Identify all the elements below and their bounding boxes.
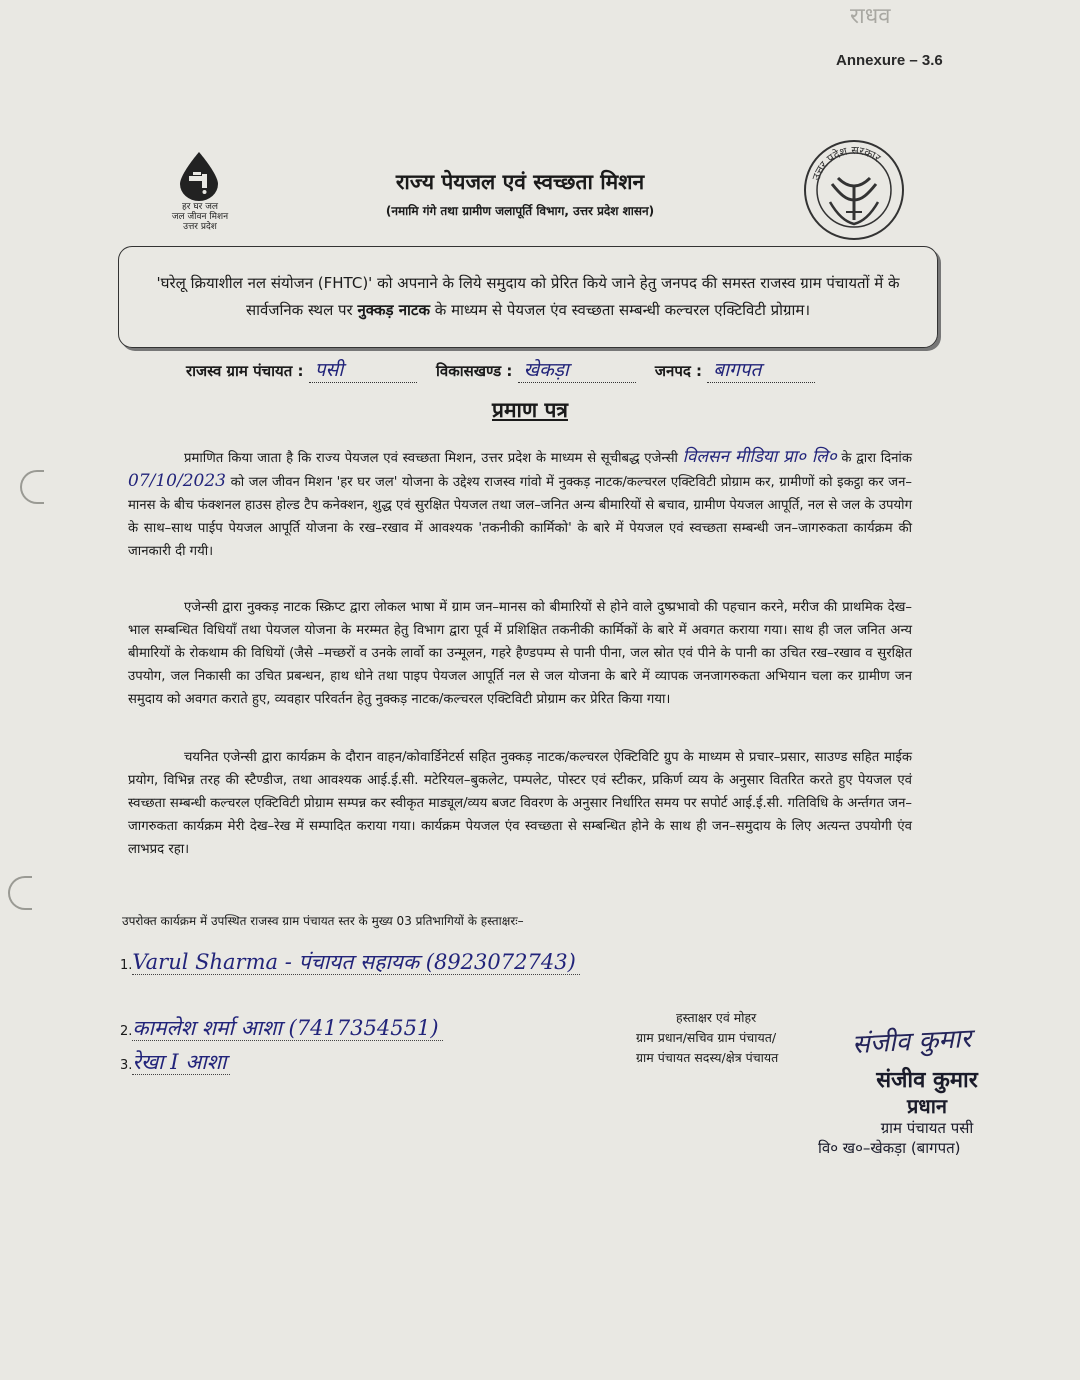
paragraph-3-text: चयनित एजेन्सी द्वारा कार्यक्रम के दौरान वाहन/कोवार्डिनेटर्स सहित नुक्कड़ नाटक/कल्चरल ऐक्टिविटि ग्रुप के माध्यम से प्रचार–प्रसार, साउण्ड सहित माईक प्रयोग, विभिन्न तरह की स्टैण्डीज, तथा आवश्यक आई.ई.सी. मटेरियल–बुकलेट, पम्पलेट, पोस्टर एवं स्टीकर, प्रकिर्ण व्यय के अनुसार वितरित करते हुए पेयजल एवं स्वच्छता सम्बन्धी कल्चरल एक्टिविटी प्रोग्राम सम्पन्न कर स्वीकृत माड्यूल/व्यय बजट विवरण के अनुसार निर्धारित समय पर सपोर्ट आई.ई.सी. गतिविधि के अर्न्तगत जन–जागरुकता कार्यक्रम मेरी देख–रेख में सम्पादित कराया गया। कार्यक्रम पेयजल एंव स्वच्छता से सम्बन्धित होने के साथ ही जन–समुदाय के लिए अत्यन्त उपयोगी एंव लाभप्रद रहा। bbox=[128, 750, 912, 857]
signature-3-number: 3. bbox=[120, 1058, 133, 1073]
paragraph-1-text-c: को जल जीवन मिशन 'हर घर जल' योजना के उद्देश्य राजस्व गांवो में नुक्कड़ नाटक/कल्चरल एक्टिविटी प्रोग्राम कर, ग्रामीणों को इकट्ठा कर जन–मानस के बीच फंक्शनल हाउस होल्ड टैप कनेक्शन, शुद्ध एवं सुरक्षित पेयजल तथा जल–जनित अन्य बीमारियों से बचाव, ग्रामीण पेयजल आपूर्ति, नल से जल के उपयोग के साथ–साथ पाईप पेयजल आपूर्ति योजना के रख–रखाव में आवश्यक 'तकनीकी कार्मिको' के बारे में पेयजल एवं स्वच्छता सम्बन्धी जन–जागरुकता कार्यक्रम की जानकारी दी गयी। bbox=[128, 475, 912, 559]
signatory-note bbox=[636, 1008, 856, 1068]
stamp-designation: प्रधान bbox=[907, 1094, 947, 1118]
stamp-name: संजीव कुमार bbox=[876, 1068, 978, 1093]
logo-text-1: हर घर जल bbox=[182, 202, 218, 212]
stamp-gram-panchayat: ग्राम पंचायत पसी bbox=[880, 1119, 974, 1137]
signature-2-number: 2. bbox=[120, 1024, 133, 1039]
punch-hole-mark bbox=[20, 470, 44, 504]
signatory-line-2: ग्राम प्रधान/सचिव ग्राम पंचायत/ bbox=[636, 1030, 777, 1045]
certificate-title: प्रमाण पत्र bbox=[492, 398, 568, 422]
signature-3-handwritten: रेखा I आशा bbox=[132, 1050, 230, 1075]
gram-panchayat-value: पसी bbox=[309, 356, 417, 383]
block-value: खेकड़ा bbox=[518, 356, 636, 383]
district-label: जनपद : bbox=[654, 362, 703, 380]
participant-signature-3 bbox=[120, 1048, 230, 1076]
logo-text-3: उत्तर प्रदेश bbox=[183, 222, 217, 232]
punch-hole-mark bbox=[8, 876, 32, 910]
pradhan-stamp bbox=[812, 1068, 1042, 1158]
location-fields bbox=[186, 356, 926, 383]
mission-subtitle: (नमामि गंगे तथा ग्रामीण जलापूर्ति विभाग, उत्तर प्रदेश शासन) bbox=[385, 204, 655, 218]
paragraph-2 bbox=[128, 596, 912, 711]
paragraph-1-text-b: के द्वारा दिनांक bbox=[836, 451, 912, 466]
block-label: विकासखण्ड : bbox=[435, 362, 513, 380]
signature-1-handwritten: Varul Sharma - पंचायत सहायक (8923072743) bbox=[132, 950, 579, 975]
paragraph-3 bbox=[128, 746, 912, 861]
date-handwritten: 07/10/2023 bbox=[128, 471, 226, 491]
pradhan-handwritten-signature: संजीव कुमार bbox=[851, 1023, 973, 1061]
signatory-line-3: ग्राम पंचायत सदस्य/क्षेत्र पंचायत bbox=[636, 1050, 779, 1065]
participant-signature-2 bbox=[120, 1014, 443, 1042]
paragraph-1-text-a: प्रमाणित किया जाता है कि राज्य पेयजल एवं स्वच्छता मिशन, उत्तर प्रदेश के माध्यम से सूचीबद्ध एजेन्सी bbox=[184, 451, 683, 466]
program-description-box bbox=[118, 246, 938, 348]
stamp-block: वि० ख०–खेकड़ा (बागपत) bbox=[818, 1139, 961, 1157]
program-text-bold: नुक्कड़ नाटक bbox=[357, 301, 431, 319]
signature-2-handwritten: कामलेश शर्मा आशा (7417354551) bbox=[132, 1016, 442, 1041]
signatory-line-1: हस्ताक्षर एवं मोहर bbox=[676, 1010, 757, 1025]
water-drop-tap-icon bbox=[176, 150, 222, 202]
paragraph-1 bbox=[128, 446, 912, 563]
participants-intro: उपरोक्त कार्यक्रम में उपस्थित राजस्व ग्राम पंचायत स्तर के मुख्य 03 प्रतिभागियों के हस्ताक्षरः– bbox=[122, 914, 524, 928]
jal-jeevan-mission-logo bbox=[160, 150, 240, 240]
svg-text:उत्तर प्रदेश सरकार bbox=[810, 144, 884, 182]
corner-note: राधव bbox=[850, 4, 891, 29]
logo-text-2: जल जीवन मिशन bbox=[171, 212, 229, 222]
agency-name-handwritten: विलसन मीडिया प्रा० लि० bbox=[682, 447, 837, 467]
program-text-2: के माध्यम से पेयजल एंव स्वच्छता सम्बन्धी कल्चरल एक्टिविटी प्रोग्राम। bbox=[430, 301, 811, 319]
paragraph-2-text: एजेन्सी द्वारा नुक्कड़ नाटक स्क्रिप्ट द्वारा लोकल भाषा में ग्राम जन–मानस को बीमारियों से होने वाले दुष्प्रभावो की पहचान करने, मरीज की प्राथमिक देख–भाल सम्बन्धित विधियाँ तथा पेयजल योजना के मरम्मत हेतु विभाग द्वारा पूर्व में प्रशिक्षित तकनीकी कार्मिकों के बारे में अवगत कराया गया। साथ ही जल जनित अन्य बीमारियों के रोकथाम की विधियों (जैसे –मच्छरों व उनके लार्वो का उन्मूलन, गहरे हैण्डपम्प से पानी पीना, जल स्रोत एवं पीने के पानी का उचित रख–रखाव व सुरक्षित उपयोग, जल निकासी का उचित प्रबन्धन, हाथ धोने तथा पाइप पेयजल आपूर्ति नल से जल योजना के बारे में व्यापक जनजागरुकता अभियान चला कर ग्रामीण जन समुदाय को अवगत कराते हुए, व्यवहार परिवर्तन हेतु नुक्कड़ नाटक/कल्चरल एक्टिविटी प्रोग्राम कर प्रेरित किया गया। bbox=[128, 600, 912, 707]
annexure-label: Annexure – 3.6 bbox=[836, 52, 943, 69]
up-government-seal bbox=[802, 138, 906, 242]
program-text-1: 'घरेलू क्रियाशील नल संयोजन (FHTC)' को अपनाने के लिये समुदाय को प्रेरित किये जाने हेतु जनपद की समस्त राजस्व ग्राम पंचायतों में के सार्वजनिक स्थल पर bbox=[156, 274, 900, 319]
program-description bbox=[119, 270, 937, 324]
mission-title: राज्य पेयजल एवं स्वच्छता मिशन bbox=[395, 170, 645, 194]
seal-text: उत्तर प्रदेश सरकार bbox=[809, 143, 884, 183]
district-value: बागपत bbox=[707, 356, 815, 383]
gram-panchayat-label: राजस्व ग्राम पंचायत : bbox=[186, 362, 304, 380]
signature-1-number: 1. bbox=[120, 958, 133, 973]
participant-signature-1 bbox=[120, 948, 580, 976]
